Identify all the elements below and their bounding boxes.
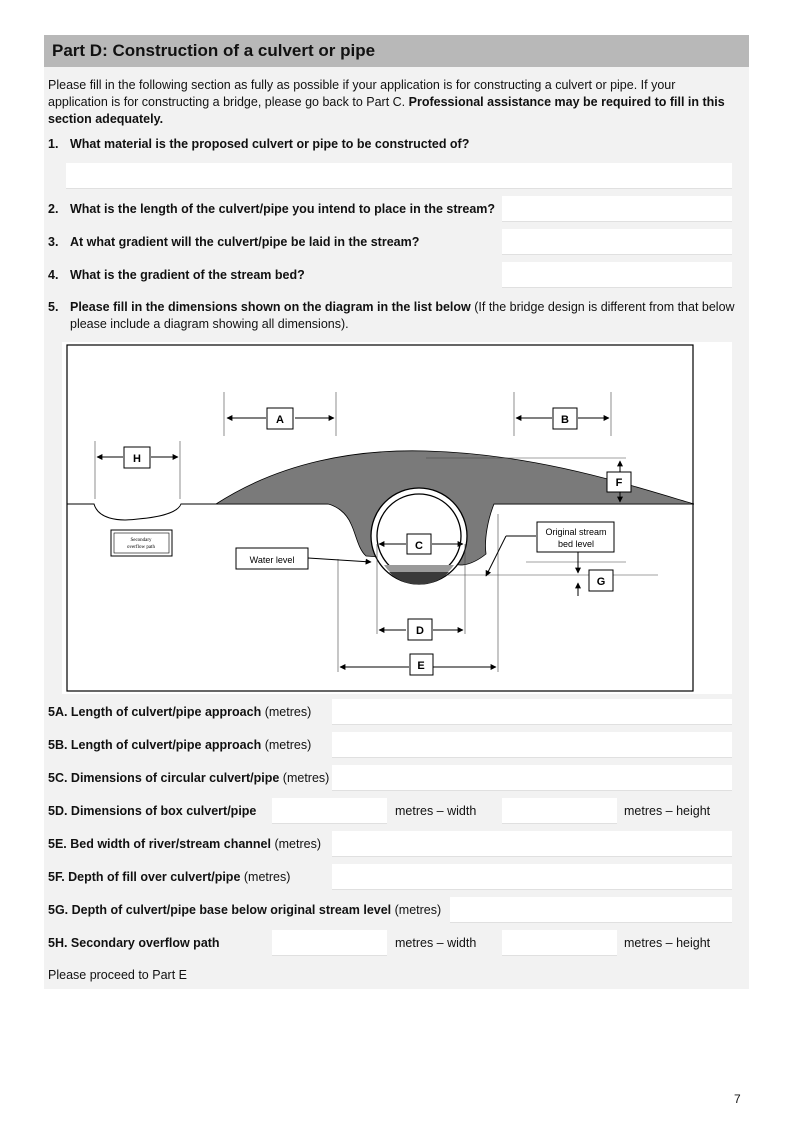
label-g: G [596,576,606,588]
question-2-text: What is the length of the culvert/pipe you intend to place in the stream? [70,202,496,216]
item-5g: 5G. Depth of culvert/pipe base below original stream level (metres) [48,903,442,917]
question-5-text: (If the bridge design is different from that below please include a diagram showing all dimensions). [70,300,735,331]
unit-5h-height: metres – height [624,936,711,950]
proceed-text: Please proceed to Part E [48,968,187,982]
input-5a[interactable] [332,699,732,725]
input-5c[interactable] [332,765,732,791]
item-5b: 5B. Length of culvert/pipe approach (metres) [48,738,312,752]
label-d: D [416,625,424,637]
section-title: Part D: Construction of a culvert or pipe [52,41,376,60]
water-level-label: Water level [249,555,295,565]
intro-paragraph [48,77,738,128]
unit-5d-height: metres – height [624,804,711,818]
secondary-overflow-line1: Secondary [130,538,152,543]
question-5: 5. Please fill in the dimensions shown on the diagram in the list below (If the bridge design is different from that below please include a diagram showing all dimensions). [48,300,735,331]
item-5f: 5F. Depth of fill over culvert/pipe (metres) [48,870,291,884]
label-a: A [276,414,284,426]
item-5c: 5C. Dimensions of circular culvert/pipe (metres) [48,771,330,785]
stream-gradient-input[interactable] [502,262,732,288]
label-b: B [561,414,569,426]
material-input[interactable] [66,163,732,189]
input-5b[interactable] [332,732,732,758]
question-3: 3. At what gradient will the culvert/pipe be laid in the stream? [48,235,420,249]
input-5e[interactable] [332,831,732,857]
input-5g[interactable] [450,897,732,923]
input-5d-width[interactable] [272,798,387,824]
question-5-bold: Please fill in the dimensions shown on the diagram in the list below [70,300,471,314]
label-c: C [415,540,423,552]
item-5e: 5E. Bed width of river/stream channel (metres) [48,837,321,851]
question-4-text: What is the gradient of the stream bed? [70,268,305,282]
question-2: 2. What is the length of the culvert/pipe you intend to place in the stream? [48,202,496,216]
intro-text: Please fill in the following section as fully as possible if your application is for constructing a culvert or pipe. If your application is for constructing a bridge, please go back to Part C. [48,78,676,109]
question-4: 4. What is the gradient of the stream bed? [48,268,305,282]
intro-bold: Professional assistance may be required to fill in this section adequately. [48,95,725,126]
length-input[interactable] [502,196,732,222]
label-h: H [133,453,141,465]
unit-5h-width: metres – width [395,936,477,950]
input-5d-height[interactable] [502,798,617,824]
culvert-diagram [66,344,694,692]
input-5h-width[interactable] [272,930,387,956]
secondary-overflow-line2: overflow path [127,545,155,550]
item-5a: 5A. Length of culvert/pipe approach (metres) [48,705,312,719]
input-5f[interactable] [332,864,732,890]
page-number: 7 [734,1092,741,1106]
input-5h-height[interactable] [502,930,617,956]
label-f: F [615,477,623,489]
question-3-text: At what gradient will the culvert/pipe be laid in the stream? [70,235,420,249]
item-5h: 5H. Secondary overflow path [48,936,220,950]
original-bed-line2: bed level [557,539,595,549]
unit-5d-width: metres – width [395,804,477,818]
question-1-text: What material is the proposed culvert or pipe to be constructed of? [70,137,470,151]
label-e: E [417,660,425,672]
original-bed-line1: Original stream [545,527,607,537]
section-header [44,35,749,67]
question-1: 1. What material is the proposed culvert or pipe to be constructed of? [48,137,470,151]
item-5d: 5D. Dimensions of box culvert/pipe [48,804,257,818]
culvert-gradient-input[interactable] [502,229,732,255]
